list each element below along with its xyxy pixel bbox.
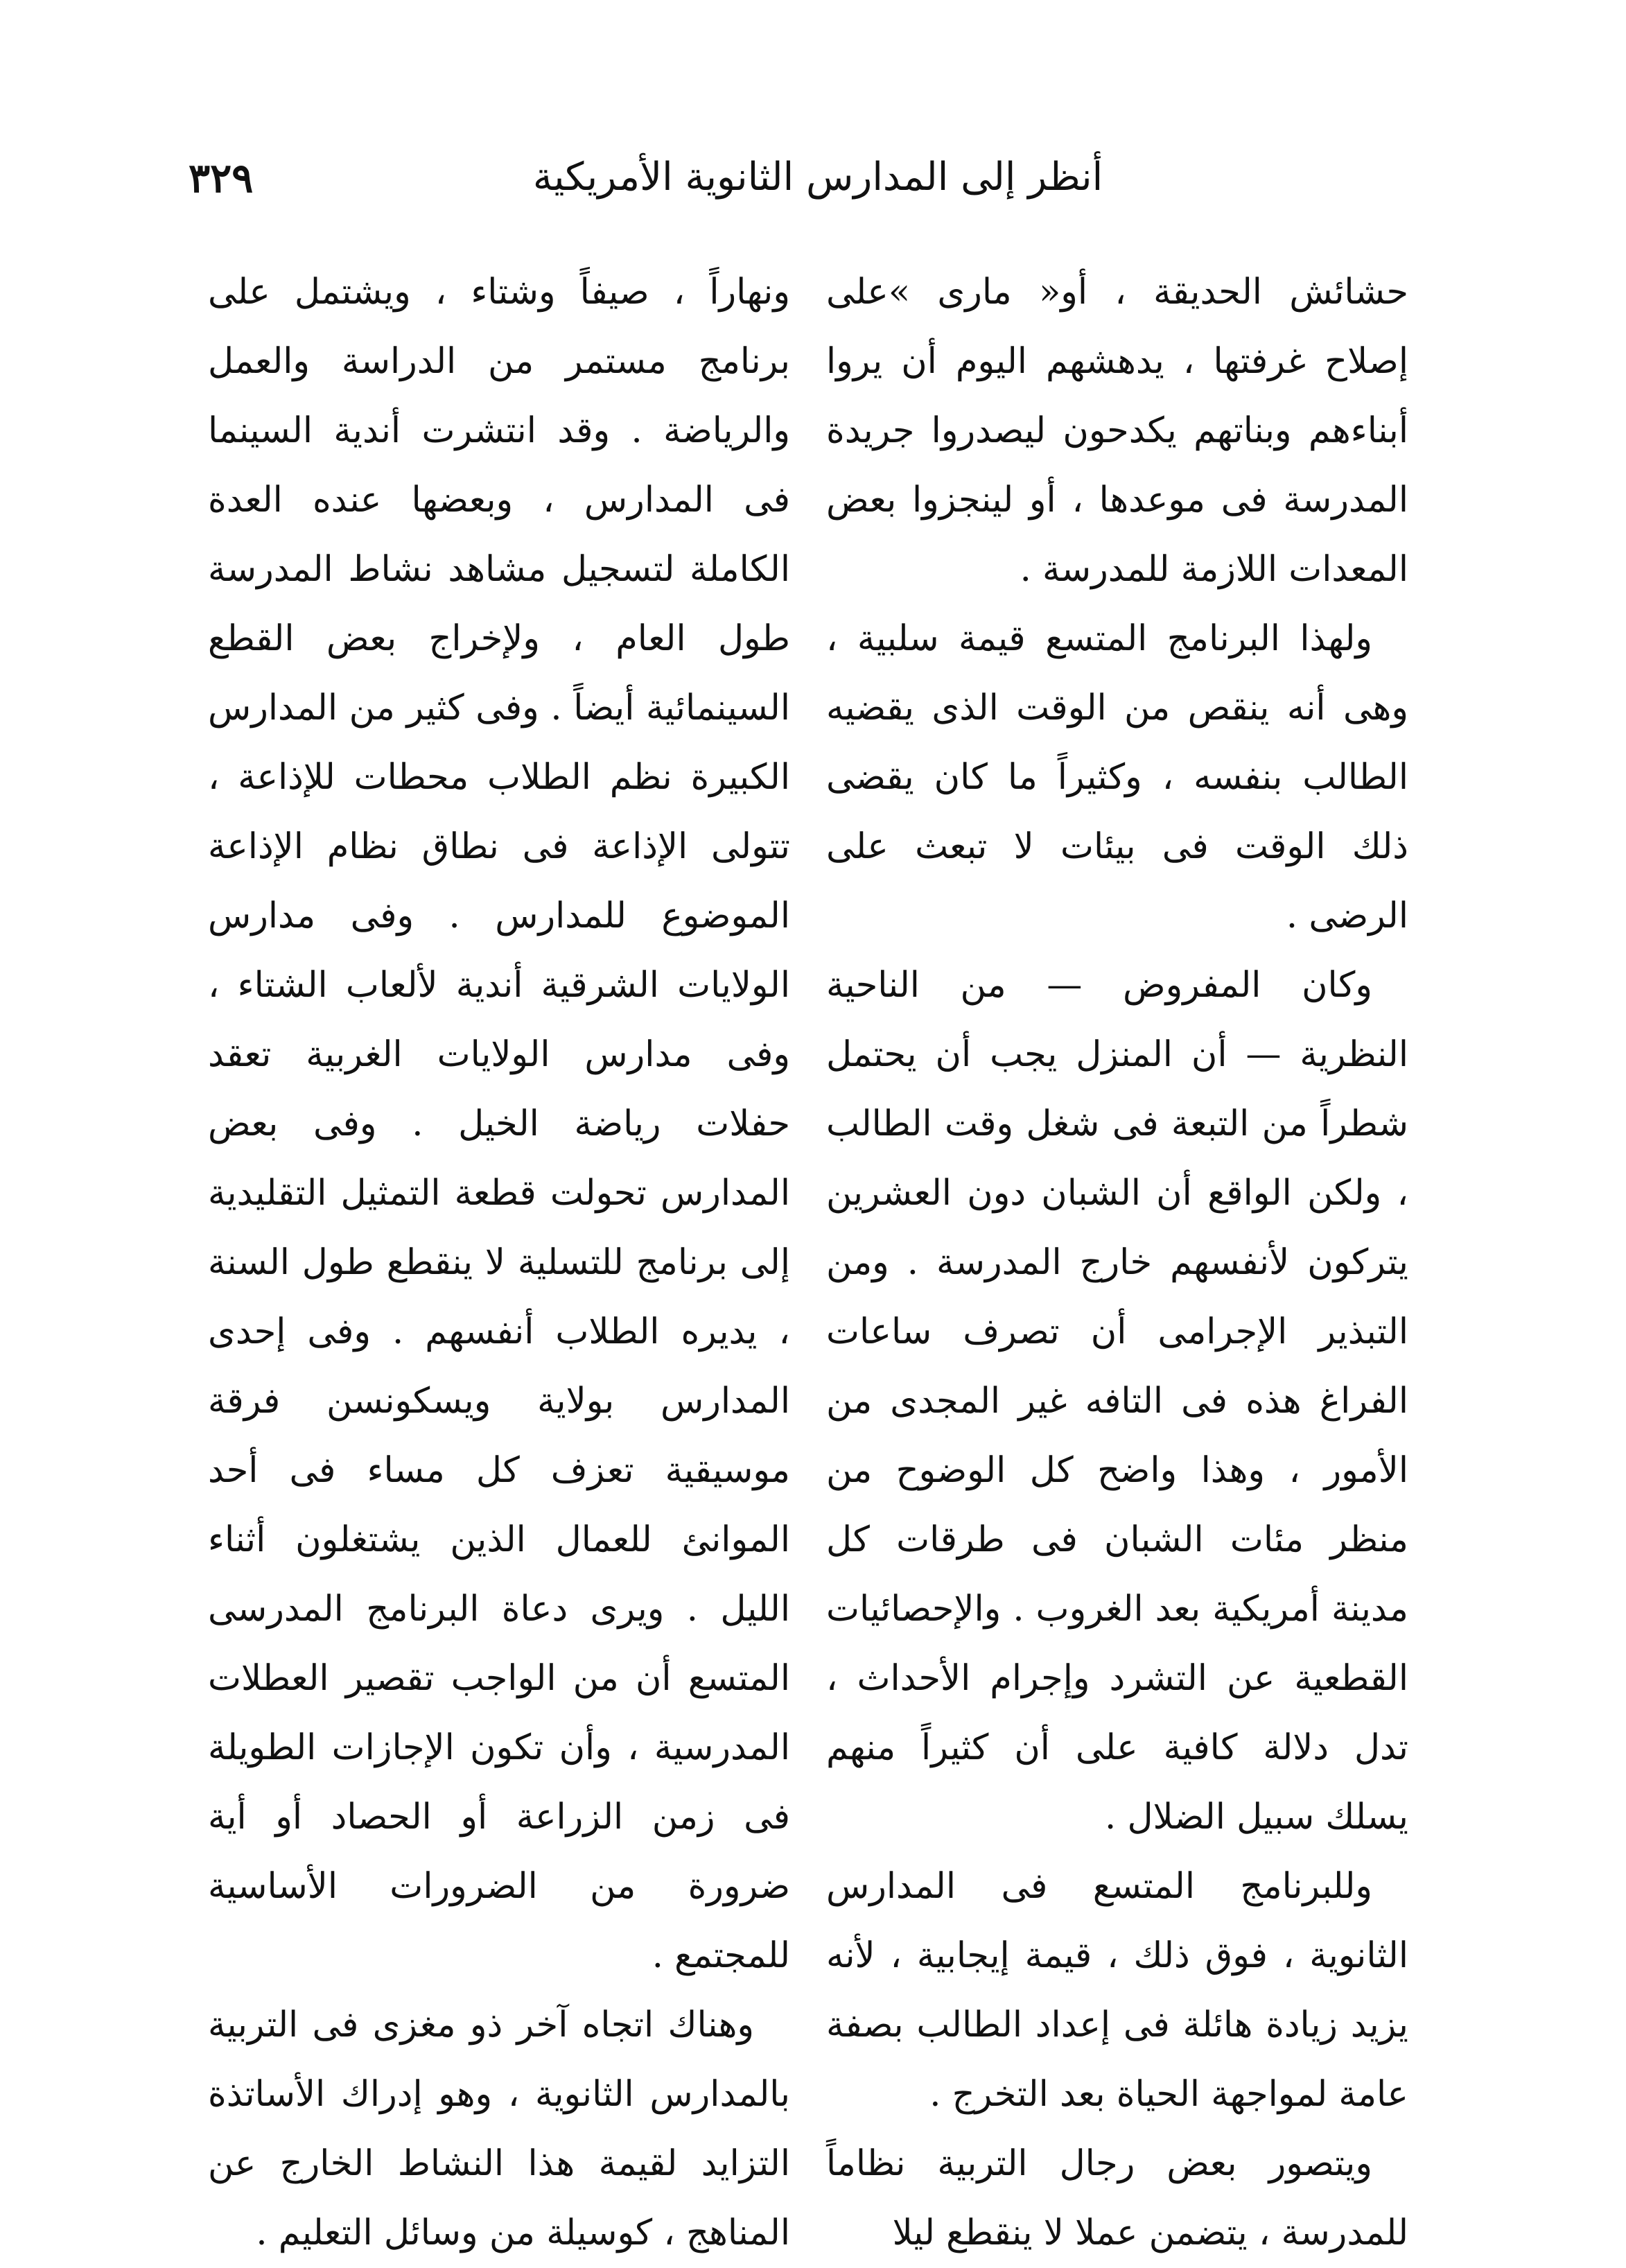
left-column	[208, 258, 790, 2268]
right-column	[826, 258, 1408, 2268]
paragraph: وللبرنامج المتسع فى المدارس الثانوية ، فوق ذلك ، قيمة إيجابية ، لأنه يزيد زيادة هائلة فى إعداد الطالب بصفة عامة لمواجهة الحياة بعد التخرج .	[826, 1866, 1408, 2115]
paragraph: ويتصور بعض رجال التربية نظاماً للمدرسة ، يتضمن عملا لا ينقطع ليلا	[826, 2143, 1408, 2253]
running-title: أنظر إلى المدارس الثانوية الأمريكية	[532, 155, 1103, 200]
paragraph: ولهذا البرنامج المتسع قيمة سلبية ، وهى أنه ينقص من الوقت الذى يقضيه الطالب بنفسه ، وكثيراً ما كان يقضى ذلك الوقت فى بيئات لا تبعث على الرضى .	[826, 618, 1408, 936]
paragraph: وكان المفروض — من الناحية النظرية — أن المنزل يجب أن يحتمل شطراً من التبعة فى شغل وقت الطالب ، ولكن الواقع أن الشبان دون العشرين يتركون لأنفسهم خارج المدرسة . ومن التبذير الإجرامى أن تصرف ساعات الفراغ هذه فى التافه غير المجدى من الأمور ، وهذا واضح كل الوضوح من منظر مئات الشبان فى طرقات كل مدينة أمريكية بعد الغروب . والإحصائيات القطعية عن التشرد وإجرام الأحداث ، تدل دلالة كافية على أن كثيراً منهم يسلك سبيل الضلال .	[826, 965, 1408, 1838]
page-number: ٣٢٩	[189, 155, 254, 202]
paragraph: ونهاراً ، صيفاً وشتاء ، ويشتمل على برنامج مستمر من الدراسة والعمل والرياضة . وقد انتشرت أندية السينما فى المدارس ، وبعضها عنده العدة الكاملة لتسجيل مشاهد نشاط المدرسة طول العام ، ولإخراج بعض القطع السينمائية أيضاً . وفى كثير من المدارس الكبيرة نظم الطلاب محطات للإذاعة ، تتولى الإذاعة فى نطاق نظام الإذاعة الموضوع للمدارس . وفى مدارس الولايات الشرقية أندية لألعاب الشتاء ، وفى مدارس الولايات الغربية تعقد حفلات رياضة الخيل . وفى بعض المدارس تحولت قطعة التمثيل التقليدية إلى برنامج للتسلية لا ينقطع طول السنة ، يديره الطلاب أنفسهم . وفى إحدى المدارس بولاية ويسكونسن فرقة موسيقية تعزف كل مساء فى أحد الموانئ للعمال الذين يشتغلون أثناء الليل . ويرى دعاة البرنامج المدرسى المتسع أن من الواجب تقصير العطلات المدرسية ، وأن تكون الإجازات الطويلة فى زمن الزراعة أو الحصاد أو أية ضرورة من الضرورات الأساسية للمجتمع .	[208, 272, 790, 1976]
paragraph: حشائش الحديقة ، أو« مارى »على إصلاح غرفتها ، يدهشهم اليوم أن يروا أبناءهم وبناتهم يكدحون ليصدروا جريدة المدرسة فى موعدها ، أو لينجزوا بعض المعدات اللازمة للمدرسة .	[826, 272, 1408, 590]
paragraph: وهناك اتجاه آخر ذو مغزى فى التربية بالمدارس الثانوية ، وهو إدراك الأساتذة التزايد لقيمة هذا النشاط الخارج عن المناهج ، كوسيلة من وسائل التعليم .	[208, 2005, 790, 2253]
